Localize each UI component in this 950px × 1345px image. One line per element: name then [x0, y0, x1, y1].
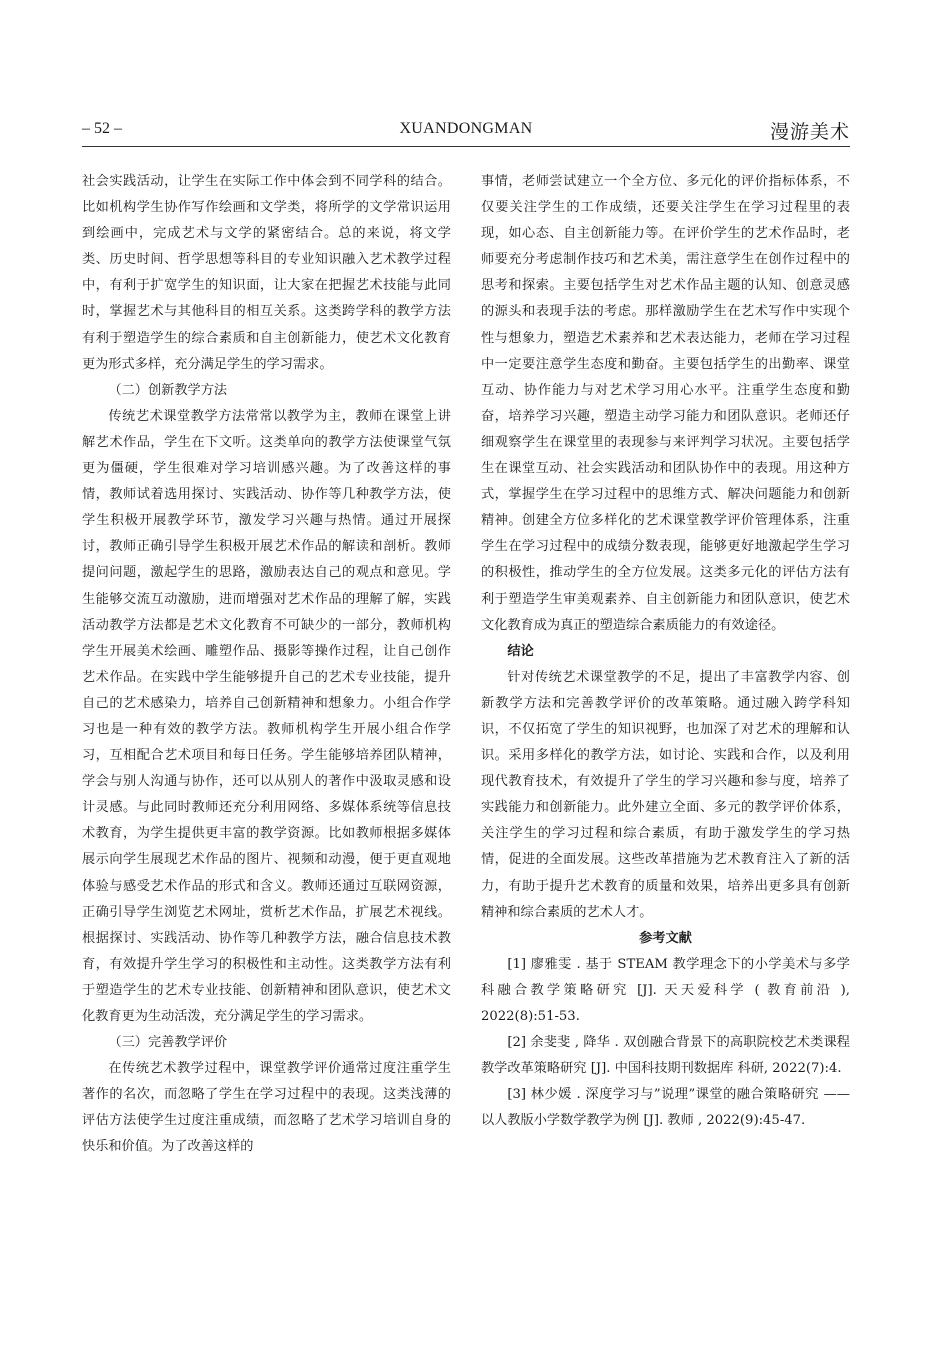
paragraph: 社会实践活动，让学生在实际工作中体会到不同学科的结合。比如机构学生协作写作绘画和文学类，将所学的文学常识运用到绘画中，完成艺术与文学的紧密结合。总的来说，将文学类、历史时间、哲学思想等科目的专业知识融入艺术教学过程中，有利于扩宽学生的知识面，让大家在把握艺术技能与此同时，掌握艺术与其他科目的相互关系。这类跨学科的教学方法有利于塑造学生的综合素质和自主创新能力，使艺术文化教育更为形式多样，充分满足学生的学习需求。 [82, 174, 451, 372]
reference-item: [1] 廖雅雯 . 基于 STEAM 教学理念下的小学美术与多学科融合教学策略研究 [J]. 天天爱科学 ( 教育前沿 ), 2022(8):51-53. [481, 956, 850, 1024]
paragraph: 传统艺术课堂教学方法常常以教学为主，教师在课堂上讲解艺术作品，学生在下文听。这类单向的教学方法使课堂气氛更为僵硬，学生很难对学习培训感兴趣。为了改善这样的事情，教师试着选用探讨、实践活动、协作等几种教学方法，使学生积极开展教学环节，激发学习兴趣与热情。通过开展探讨，教师正确引导学生积极开展艺术作品的解读和剖析。教师提问问题，激起学生的思路，激励表达自己的观点和意见。学生能够交流互动激励，进而增强对艺术作品的理解了解，实践活动教学方法都是艺术文化教育不可缺少的一部分，教师机构学生开展美术绘画、雕塑作品、摄影等操作过程，让自己创作艺术作品。在实践中学生能够提升自己的艺术专业技能，提升自己的艺术感染力，培养自己创新精神和想象力。小组合作学习也是一种有效的教学方法。教师机构学生开展小组合作学习，互相配合艺术项目和每日任务。学生能够培养团队精神，学会与别人沟通与协作，还可以从别人的著作中汲取灵感和设计灵感。与此同时教师还充分利用网络、多媒体系统等信息技术教育，为学生提供更丰富的教学资源。比如教师根据多媒体展示向学生展现艺术作品的图片、视频和动漫，便于更直观地体验与感受艺术作品的形式和含义。教师还通过互联网资源，正确引导学生浏览艺术网址，赏析艺术作品，扩展艺术视线。根据探讨、实践活动、协作等几种教学方法，融合信息技术教育，有效提升学生学习的积极性和主动性。这类教学方法有利于塑造学生的艺术专业技能、创新精神和团队意识，使艺术文化教育更为生动活泼，充分满足学生的学习需求。 [82, 408, 451, 1024]
references-heading: 参考文献 [639, 930, 692, 946]
reference-item: [3] 林少媛 . 深度学习与”说理”课堂的融合策略研究 ——以人教版小学数学教学为例 [J]. 教师 , 2022(9):45-47. [481, 1087, 850, 1129]
paragraph: 事情，老师尝试建立一个全方位、多元化的评价指标体系，不仅要关注学生的工作成绩，还要关注学生在学习过程里的表现，如心态、自主创新能力等。在评价学生的艺术作品时，老师要充分考虑制作技巧和艺术美，需注意学生在创作过程中的思考和探索。主要包括学生对艺术作品主题的认知、创意灵感的源头和表现手法的考虑。那样激励学生在艺术写作中实现个性与想象力，塑造艺术素养和艺术表达能力，老师在学习过程中一定要注意学生态度和勤奋。主要包括学生的出勤率、课堂互动、协作能力与对艺术学习用心水平。注重学生态度和勤奋，培养学习兴趣，塑造主动学习能力和团队意识。老师还仔细观察学生在课堂里的表现参与来评判学习状况。主要包括学生在课堂互动、社会实践活动和团队协作中的表现。用这种方式，掌握学生在学习过程中的思维方式、解决问题能力和创新精神。创建全方位多样化的艺术课堂教学评价管理体系，注重学生在学习过程中的成绩分数表现，能够更好地激起学生学习的积极性，推动学生的全方位发展。这类多元化的评估方法有利于塑造学生审美观素养、自主创新能力和团队意识，使艺术文化教育成为真正的塑造综合素质能力的有效途径。 [481, 174, 850, 633]
column-name: 漫游美术 [769, 121, 850, 143]
journal-name: XUANDONGMAN [399, 120, 533, 137]
reference-item: [2] 余斐斐 , 降华 . 双创融合背景下的高职院校艺术类课程教学改革策略研究 [J]. 中国科技期刊数据库 科研, 2022(7):4. [481, 1035, 850, 1077]
section-heading: （二）创新教学方法 [108, 382, 228, 398]
page-number: – 52 – [82, 120, 122, 137]
page-header [82, 116, 850, 146]
right-column [481, 169, 850, 1134]
left-column [82, 169, 451, 1161]
conclusion-heading: 结论 [507, 643, 534, 659]
paragraph: 在传统艺术教学过程中，课堂教学评价通常过度注重学生著作的名次，而忽略了学生在学习过程中的表现。这类浅薄的评估方法使学生过度注重成绩，而忽略了艺术学习培训自身的快乐和价值。为了改善这样的 [82, 1061, 451, 1155]
conclusion-paragraph: 针对传统艺术课堂教学的不足，提出了丰富教学内容、创新教学方法和完善教学评价的改革策略。通过融入跨学科知识，不仅拓宽了学生的知识视野，也加深了对艺术的理解和认识。采用多样化的教学方法，如讨论、实践和合作，以及利用现代教育技术，有效提升了学生的学习兴趣和参与度，培养了实践能力和创新能力。此外建立全面、多元的教学评价体系，关注学生的学习过程和综合素质，有助于激发学生的学习热情，促进的全面发展。这些改革措施为艺术教育注入了新的活力，有助于提升艺术教育的质量和效果，培养出更多具有创新精神和综合素质的艺术人才。 [481, 669, 850, 920]
section-heading: （三）完善教学评价 [108, 1035, 228, 1051]
header-rule [82, 146, 850, 147]
